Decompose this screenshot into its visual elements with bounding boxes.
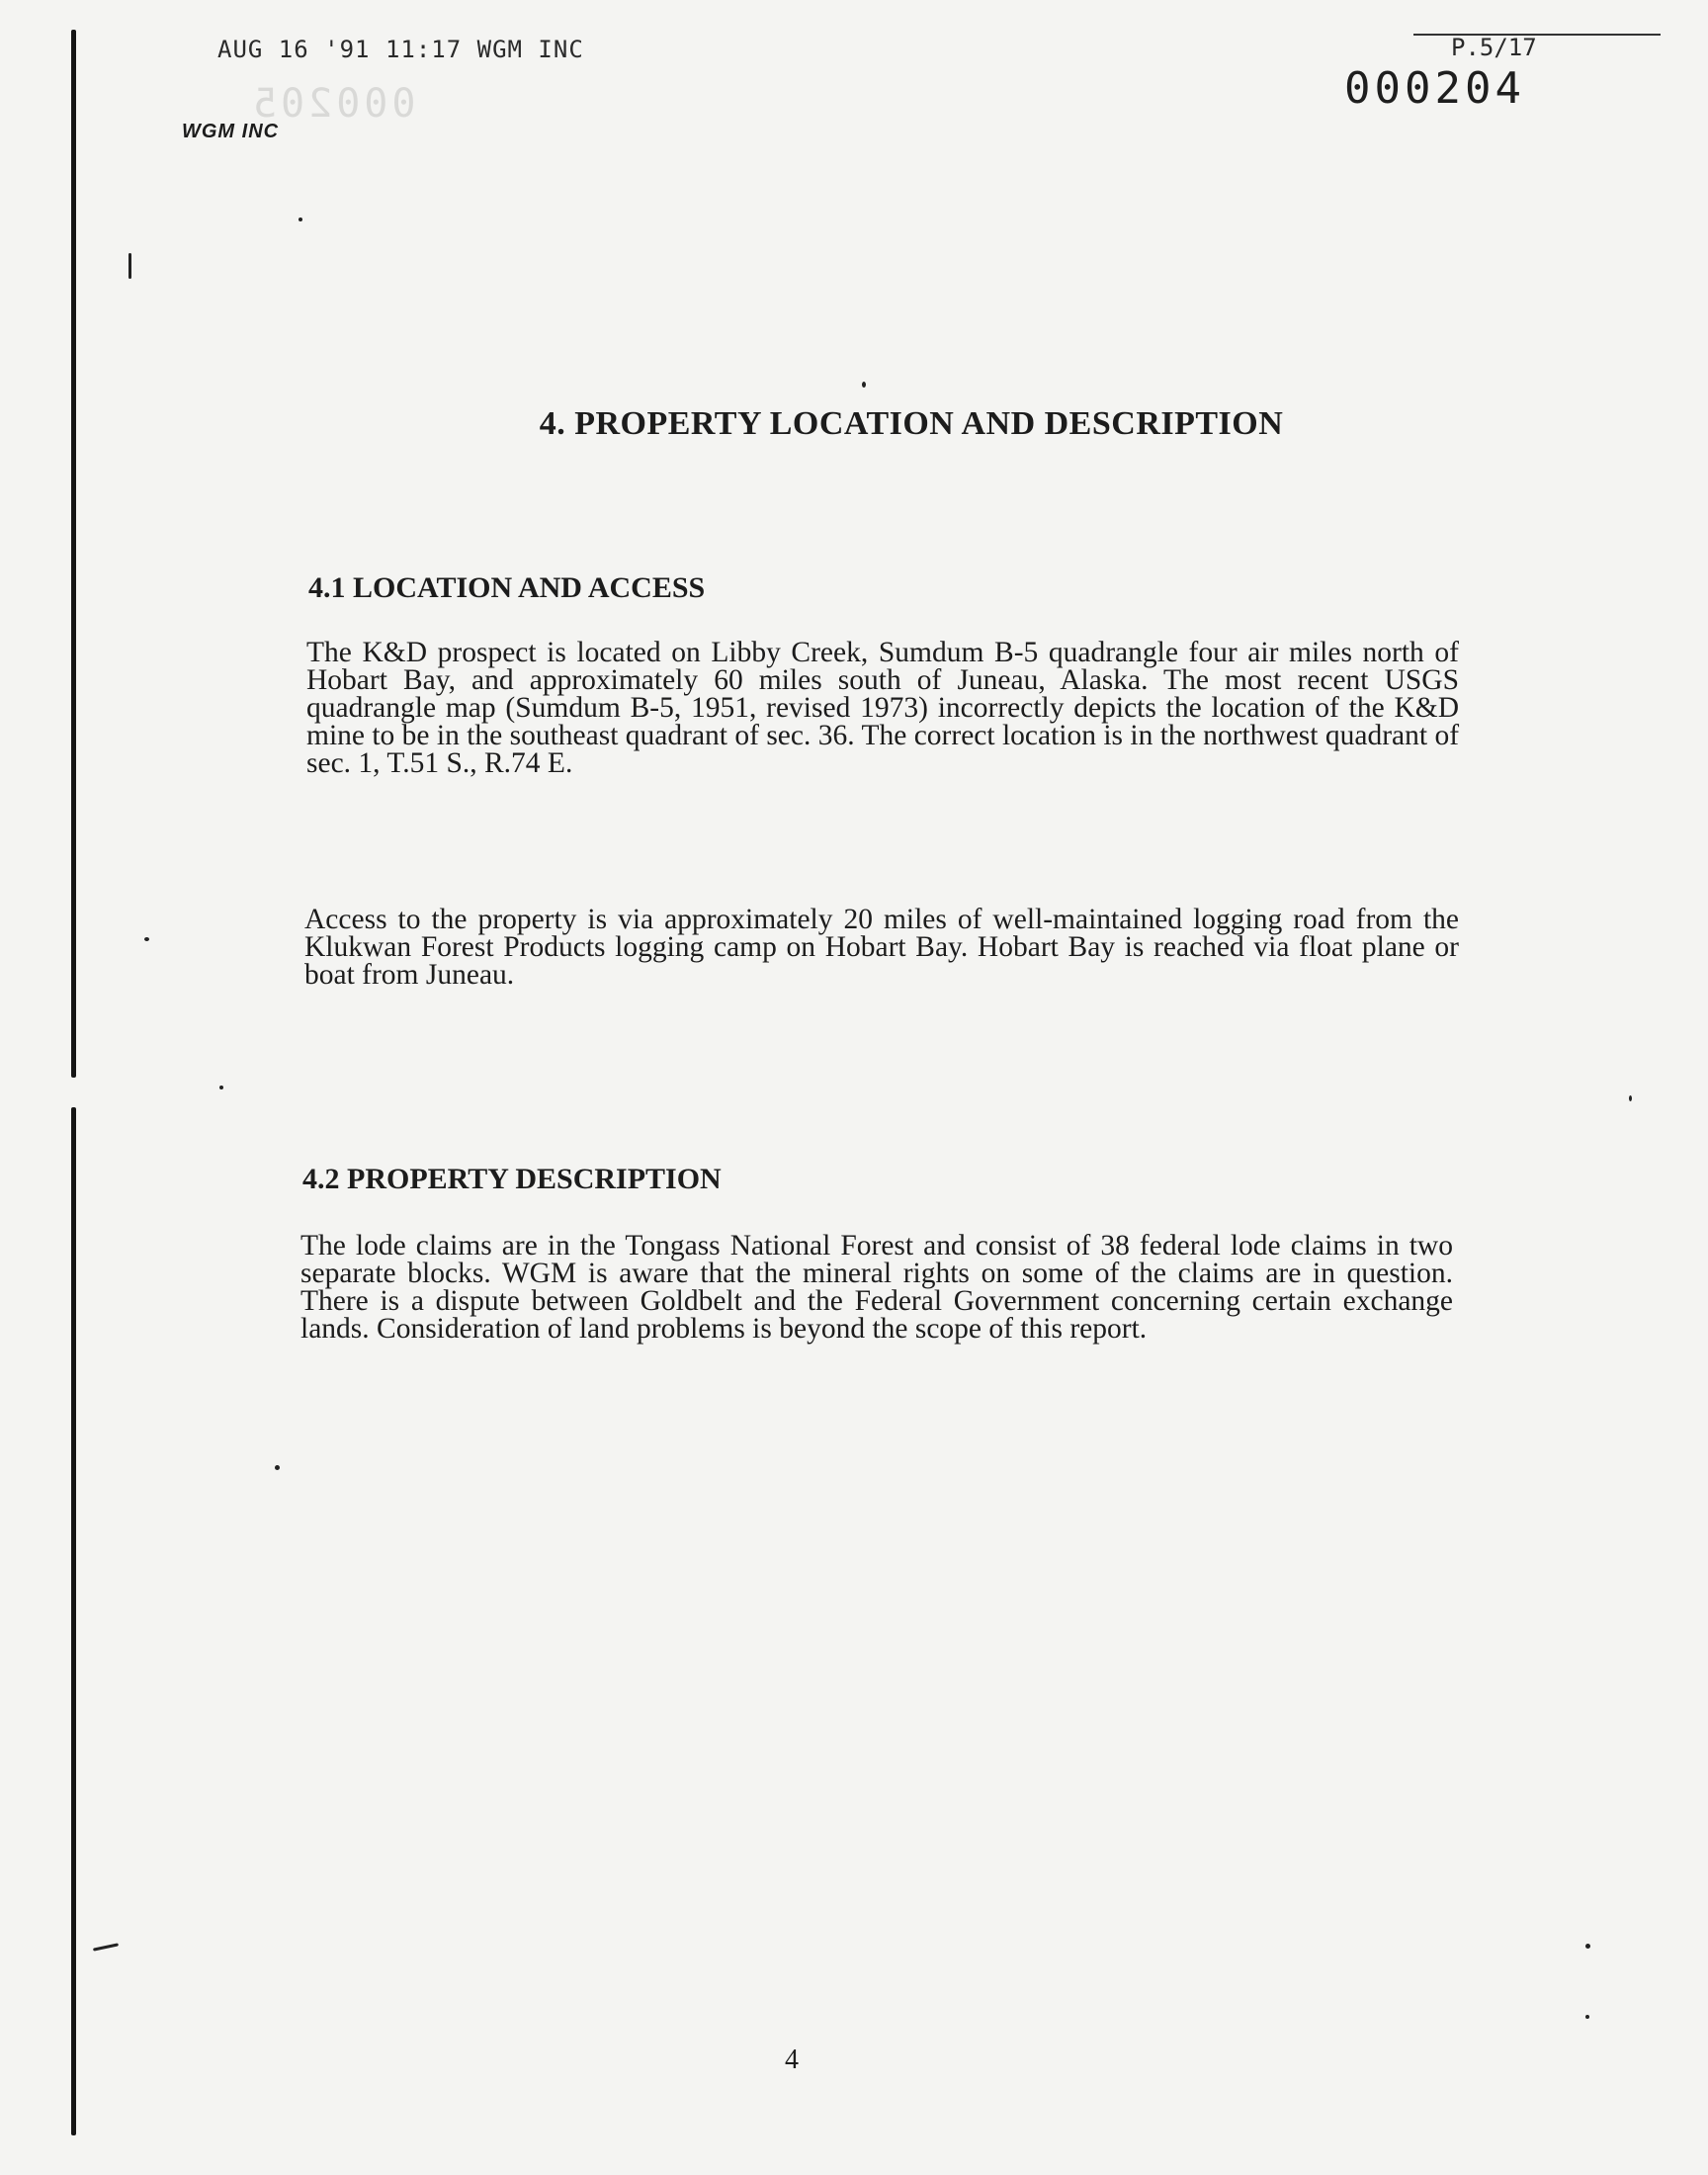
scan-speck [1629, 1095, 1632, 1101]
scan-binding-edge-bottom [71, 1107, 76, 2135]
scan-binding-edge-top [71, 30, 76, 1078]
page-number: 4 [785, 2044, 799, 2075]
scan-speck [93, 1943, 119, 1951]
scan-speck [128, 253, 131, 279]
fax-transmission-header: AUG 16 '91 11:17 WGM INC [217, 36, 584, 63]
section-heading-location-access: 4.1 LOCATION AND ACCESS [308, 571, 706, 604]
scan-speck [1585, 1944, 1590, 1949]
scan-speck [219, 1086, 223, 1089]
scan-speck [299, 218, 302, 221]
bates-bleedthrough: 000205 [249, 81, 416, 127]
fax-page-indicator: P.5/17 [1451, 34, 1537, 61]
bates-number: 000204 [1344, 63, 1525, 114]
paragraph-property-description: The lode claims are in the Tongass National Forest and consist of 38 federal lode claims in two separate blocks. WGM is aware that the mineral rights on some of the claims are in question. There is a dispute between Goldbelt and the Federal Government concerning certain exchange lands. Consideration of land problems is beyond the scope of this report. [300, 1230, 1453, 1345]
scan-speck [1585, 2015, 1589, 2019]
paragraph-location: The K&D prospect is located on Libby Creek, Sumdum B-5 quadrangle four air miles north of Hobart Bay, and approximately 60 miles south of Juneau, Alaska. The most recent USGS quadrangle map (Sumdum B-5, 1951, revised 1973) incorrectly depicts the location of the K&D mine to be in the southeast quadrant of sec. 36. The correct location is in the northwest quadrant of sec. 1, T.51 S., R.74 E. [306, 637, 1460, 779]
section-heading-property-description: 4.2 PROPERTY DESCRIPTION [302, 1163, 722, 1195]
paragraph-access: Access to the property is via approximately 20 miles of well-maintained logging road from the Klukwan Forest Products logging camp on Hobart Bay. Hobart Bay is reached via float plane or boat from Juneau. [304, 904, 1459, 991]
scan-speck [144, 937, 149, 941]
scan-speck [275, 1465, 280, 1470]
letterhead-company: WGM INC [182, 121, 280, 142]
scan-speck [862, 382, 866, 388]
page-title: 4. PROPERTY LOCATION AND DESCRIPTION [539, 405, 1284, 442]
